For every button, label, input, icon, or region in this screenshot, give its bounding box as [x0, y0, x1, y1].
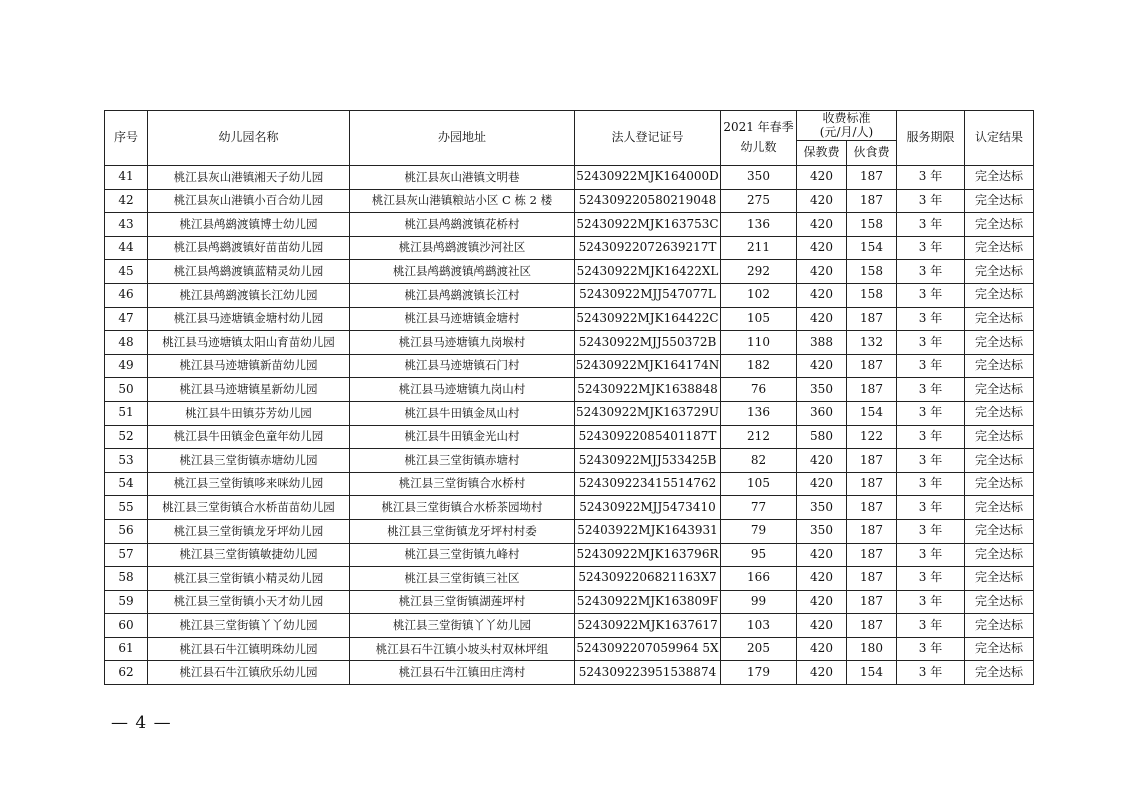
cell-license: 52430922MJK163796R: [575, 543, 721, 567]
cell-term: 3 年: [897, 189, 965, 213]
cell-address: 桃江县鸬鹚渡镇沙河社区: [350, 236, 575, 260]
cell-enrollment: 212: [721, 425, 797, 449]
cell-result: 完全达标: [965, 189, 1034, 213]
cell-fee-care: 388: [797, 331, 847, 355]
cell-fee-care: 420: [797, 236, 847, 260]
table-row: [105, 614, 1034, 638]
cell-term: 3 年: [897, 307, 965, 331]
cell-name: 桃江县三堂街镇合水桥苗苗幼儿园: [148, 496, 350, 520]
kindergarten-table: [104, 110, 1034, 685]
cell-term: 3 年: [897, 354, 965, 378]
cell-result: 完全达标: [965, 331, 1034, 355]
cell-fee-care: 420: [797, 449, 847, 473]
cell-enrollment: 179: [721, 661, 797, 685]
cell-address: 桃江县三堂街镇丫丫幼儿园: [350, 614, 575, 638]
cell-fee-meal: 154: [847, 661, 897, 685]
table-row: [105, 213, 1034, 237]
header-fee-line2: (元/月/人): [819, 124, 874, 139]
cell-fee-meal: 187: [847, 189, 897, 213]
cell-term: 3 年: [897, 331, 965, 355]
cell-name: 桃江县石牛江镇欣乐幼儿园: [148, 661, 350, 685]
cell-address: 桃江县鸬鹚渡镇长江村: [350, 283, 575, 307]
cell-fee-care: 350: [797, 378, 847, 402]
cell-fee-meal: 187: [847, 166, 897, 190]
cell-term: 3 年: [897, 260, 965, 284]
cell-name: 桃江县三堂街镇龙牙坪幼儿园: [148, 519, 350, 543]
cell-seq: 61: [105, 637, 148, 661]
cell-enrollment: 292: [721, 260, 797, 284]
cell-result: 完全达标: [965, 307, 1034, 331]
cell-address: 桃江县鸬鹚渡镇鸬鹚渡社区: [350, 260, 575, 284]
cell-license: 52430922MJK164174N: [575, 354, 721, 378]
cell-fee-care: 420: [797, 472, 847, 496]
cell-license: 52403922MJK1643931: [575, 519, 721, 543]
cell-seq: 57: [105, 543, 148, 567]
cell-fee-meal: 187: [847, 543, 897, 567]
cell-enrollment: 102: [721, 283, 797, 307]
cell-address: 桃江县三堂街镇合水桥村: [350, 472, 575, 496]
cell-result: 完全达标: [965, 543, 1034, 567]
cell-name: 桃江县三堂街镇哆来咪幼儿园: [148, 472, 350, 496]
table-row: [105, 354, 1034, 378]
cell-fee-meal: 187: [847, 567, 897, 591]
cell-fee-care: 580: [797, 425, 847, 449]
cell-name: 桃江县牛田镇芬芳幼儿园: [148, 401, 350, 425]
cell-fee-meal: 158: [847, 283, 897, 307]
cell-fee-meal: 122: [847, 425, 897, 449]
cell-result: 完全达标: [965, 378, 1034, 402]
cell-seq: 56: [105, 519, 148, 543]
cell-fee-care: 360: [797, 401, 847, 425]
cell-fee-care: 420: [797, 189, 847, 213]
cell-fee-meal: 132: [847, 331, 897, 355]
cell-fee-meal: 187: [847, 307, 897, 331]
cell-fee-meal: 154: [847, 236, 897, 260]
cell-result: 完全达标: [965, 496, 1034, 520]
cell-seq: 53: [105, 449, 148, 473]
cell-name: 桃江县牛田镇金色童年幼儿园: [148, 425, 350, 449]
cell-address: 桃江县三堂街镇九峰村: [350, 543, 575, 567]
cell-name: 桃江县马迹塘镇金塘村幼儿园: [148, 307, 350, 331]
cell-license: 52430922MJK1637617: [575, 614, 721, 638]
table-row: [105, 189, 1034, 213]
cell-license: 52430922MJJ550372B: [575, 331, 721, 355]
header-fee: [797, 111, 897, 141]
cell-fee-meal: 187: [847, 614, 897, 638]
cell-seq: 47: [105, 307, 148, 331]
cell-fee-meal: 187: [847, 496, 897, 520]
cell-seq: 54: [105, 472, 148, 496]
cell-result: 完全达标: [965, 354, 1034, 378]
cell-fee-care: 420: [797, 283, 847, 307]
cell-fee-care: 420: [797, 590, 847, 614]
table-row: [105, 661, 1034, 685]
cell-seq: 60: [105, 614, 148, 638]
cell-address: 桃江县石牛江镇小坡头村双林坪组: [350, 637, 575, 661]
cell-term: 3 年: [897, 236, 965, 260]
cell-fee-meal: 187: [847, 354, 897, 378]
table-row: [105, 236, 1034, 260]
cell-result: 完全达标: [965, 472, 1034, 496]
cell-license: 524309223951538874: [575, 661, 721, 685]
cell-term: 3 年: [897, 213, 965, 237]
cell-result: 完全达标: [965, 166, 1034, 190]
cell-result: 完全达标: [965, 567, 1034, 591]
cell-term: 3 年: [897, 401, 965, 425]
cell-seq: 52: [105, 425, 148, 449]
cell-enrollment: 205: [721, 637, 797, 661]
cell-result: 完全达标: [965, 519, 1034, 543]
cell-enrollment: 136: [721, 401, 797, 425]
table-row: [105, 637, 1034, 661]
cell-license: 52430922MJK163753C: [575, 213, 721, 237]
cell-fee-care: 420: [797, 166, 847, 190]
cell-name: 桃江县灰山港镇湘天子幼儿园: [148, 166, 350, 190]
cell-address: 桃江县马迹塘镇石门村: [350, 354, 575, 378]
header-fee-meal: 伙食费: [847, 141, 897, 166]
header-enrollment-line2: 幼儿数: [740, 140, 777, 154]
cell-name: 桃江县三堂街镇小精灵幼儿园: [148, 567, 350, 591]
cell-seq: 50: [105, 378, 148, 402]
cell-name: 桃江县三堂街镇敏捷幼儿园: [148, 543, 350, 567]
cell-term: 3 年: [897, 496, 965, 520]
table-header: [105, 111, 1034, 166]
cell-address: 桃江县马迹塘镇九岗堠村: [350, 331, 575, 355]
cell-enrollment: 95: [721, 543, 797, 567]
table-row: [105, 543, 1034, 567]
cell-seq: 55: [105, 496, 148, 520]
header-result: 认定结果: [965, 111, 1034, 166]
table-row: [105, 260, 1034, 284]
cell-address: 桃江县马迹塘镇九岗山村: [350, 378, 575, 402]
cell-fee-meal: 187: [847, 449, 897, 473]
cell-address: 桃江县三堂街镇合水桥茶园坳村: [350, 496, 575, 520]
cell-license: 524309223415514762: [575, 472, 721, 496]
table-row: [105, 425, 1034, 449]
table-row: [105, 283, 1034, 307]
cell-license: 52430922MJJ533425B: [575, 449, 721, 473]
cell-term: 3 年: [897, 283, 965, 307]
cell-address: 桃江县三堂街镇赤塘村: [350, 449, 575, 473]
cell-license: 52430922085401187T: [575, 425, 721, 449]
cell-result: 完全达标: [965, 590, 1034, 614]
cell-fee-care: 350: [797, 519, 847, 543]
cell-fee-care: 420: [797, 307, 847, 331]
cell-fee-care: 420: [797, 661, 847, 685]
table-row: [105, 519, 1034, 543]
cell-enrollment: 103: [721, 614, 797, 638]
header-seq: 序号: [105, 111, 148, 166]
cell-name: 桃江县三堂街镇赤塘幼儿园: [148, 449, 350, 473]
header-fee-care: 保教费: [797, 141, 847, 166]
cell-term: 3 年: [897, 590, 965, 614]
cell-address: 桃江县牛田镇金光山村: [350, 425, 575, 449]
cell-enrollment: 99: [721, 590, 797, 614]
header-name: 幼儿园名称: [148, 111, 350, 166]
cell-result: 完全达标: [965, 260, 1034, 284]
table-row: [105, 331, 1034, 355]
cell-seq: 51: [105, 401, 148, 425]
cell-name: 桃江县鸬鹚渡镇蓝精灵幼儿园: [148, 260, 350, 284]
cell-result: 完全达标: [965, 425, 1034, 449]
cell-address: 桃江县三堂街镇龙牙坪村村委: [350, 519, 575, 543]
cell-fee-care: 420: [797, 567, 847, 591]
cell-license: 52430922MJK163809F: [575, 590, 721, 614]
cell-seq: 48: [105, 331, 148, 355]
cell-seq: 44: [105, 236, 148, 260]
cell-seq: 41: [105, 166, 148, 190]
cell-name: 桃江县马迹塘镇星新幼儿园: [148, 378, 350, 402]
table-row: [105, 401, 1034, 425]
cell-result: 完全达标: [965, 637, 1034, 661]
cell-license: 524309220580219048: [575, 189, 721, 213]
cell-name: 桃江县三堂街镇丫丫幼儿园: [148, 614, 350, 638]
header-license: 法人登记证号: [575, 111, 721, 166]
cell-fee-care: 350: [797, 496, 847, 520]
table-row: [105, 472, 1034, 496]
cell-seq: 59: [105, 590, 148, 614]
table-row: [105, 307, 1034, 331]
cell-term: 3 年: [897, 449, 965, 473]
cell-name: 桃江县马迹塘镇新苗幼儿园: [148, 354, 350, 378]
header-enrollment: [721, 111, 797, 166]
cell-term: 3 年: [897, 378, 965, 402]
cell-address: 桃江县灰山港镇粮站小区 C 栋 2 楼: [350, 189, 575, 213]
cell-seq: 45: [105, 260, 148, 284]
cell-fee-meal: 187: [847, 519, 897, 543]
cell-enrollment: 136: [721, 213, 797, 237]
cell-address: 桃江县鸬鹚渡镇花桥村: [350, 213, 575, 237]
cell-fee-meal: 187: [847, 590, 897, 614]
cell-term: 3 年: [897, 661, 965, 685]
cell-address: 桃江县马迹塘镇金塘村: [350, 307, 575, 331]
cell-address: 桃江县石牛江镇田庄湾村: [350, 661, 575, 685]
cell-name: 桃江县石牛江镇明珠幼儿园: [148, 637, 350, 661]
cell-result: 完全达标: [965, 236, 1034, 260]
header-enrollment-line1: 2021 年春季: [723, 120, 794, 135]
cell-enrollment: 79: [721, 519, 797, 543]
cell-license: 52430922MJK1638848: [575, 378, 721, 402]
cell-name: 桃江县三堂街镇小天才幼儿园: [148, 590, 350, 614]
cell-enrollment: 350: [721, 166, 797, 190]
table-body: [105, 166, 1034, 685]
cell-enrollment: 77: [721, 496, 797, 520]
cell-license: 52430922MJK164000D: [575, 166, 721, 190]
header-term: 服务期限: [897, 111, 965, 166]
cell-license: 52430922072639217T: [575, 236, 721, 260]
cell-result: 完全达标: [965, 401, 1034, 425]
cell-license: 52430922MJK163729U: [575, 401, 721, 425]
cell-seq: 49: [105, 354, 148, 378]
cell-fee-care: 420: [797, 543, 847, 567]
cell-fee-meal: 187: [847, 472, 897, 496]
cell-seq: 43: [105, 213, 148, 237]
cell-result: 完全达标: [965, 283, 1034, 307]
header-address: 办园地址: [350, 111, 575, 166]
cell-seq: 42: [105, 189, 148, 213]
cell-term: 3 年: [897, 166, 965, 190]
table-row: [105, 590, 1034, 614]
cell-license: 52430922MJJ547077L: [575, 283, 721, 307]
cell-address: 桃江县牛田镇金凤山村: [350, 401, 575, 425]
cell-fee-meal: 158: [847, 213, 897, 237]
cell-fee-meal: 180: [847, 637, 897, 661]
cell-license: 5243092206821163X7: [575, 567, 721, 591]
header-fee-line1: 收费标准: [822, 110, 871, 125]
table-row: [105, 378, 1034, 402]
cell-term: 3 年: [897, 519, 965, 543]
cell-enrollment: 211: [721, 236, 797, 260]
cell-term: 3 年: [897, 614, 965, 638]
cell-result: 完全达标: [965, 213, 1034, 237]
cell-enrollment: 82: [721, 449, 797, 473]
cell-address: 桃江县三堂街镇三社区: [350, 567, 575, 591]
cell-fee-care: 420: [797, 614, 847, 638]
cell-enrollment: 182: [721, 354, 797, 378]
cell-enrollment: 275: [721, 189, 797, 213]
cell-fee-care: 420: [797, 260, 847, 284]
cell-name: 桃江县鸬鹚渡镇长江幼儿园: [148, 283, 350, 307]
cell-fee-meal: 158: [847, 260, 897, 284]
cell-fee-meal: 154: [847, 401, 897, 425]
cell-seq: 46: [105, 283, 148, 307]
cell-enrollment: 110: [721, 331, 797, 355]
cell-license: 52430922MJJ5473410: [575, 496, 721, 520]
cell-fee-care: 420: [797, 213, 847, 237]
cell-seq: 58: [105, 567, 148, 591]
cell-license: 52430922MJK16422XL: [575, 260, 721, 284]
cell-name: 桃江县鸬鹚渡镇博士幼儿园: [148, 213, 350, 237]
cell-fee-care: 420: [797, 354, 847, 378]
cell-license: 52430922MJK164422C: [575, 307, 721, 331]
cell-enrollment: 105: [721, 307, 797, 331]
cell-enrollment: 166: [721, 567, 797, 591]
cell-result: 完全达标: [965, 614, 1034, 638]
cell-term: 3 年: [897, 637, 965, 661]
cell-term: 3 年: [897, 425, 965, 449]
cell-term: 3 年: [897, 543, 965, 567]
table-row: [105, 166, 1034, 190]
cell-address: 桃江县灰山港镇文明巷: [350, 166, 575, 190]
cell-address: 桃江县三堂街镇湖莲坪村: [350, 590, 575, 614]
cell-license: 5243092207059964 5X: [575, 637, 721, 661]
cell-term: 3 年: [897, 472, 965, 496]
table-row: [105, 449, 1034, 473]
page-number: — 4 —: [111, 713, 172, 733]
cell-enrollment: 105: [721, 472, 797, 496]
cell-term: 3 年: [897, 567, 965, 591]
cell-fee-meal: 187: [847, 378, 897, 402]
cell-name: 桃江县灰山港镇小百合幼儿园: [148, 189, 350, 213]
cell-name: 桃江县马迹塘镇太阳山育苗幼儿园: [148, 331, 350, 355]
cell-seq: 62: [105, 661, 148, 685]
table-row: [105, 567, 1034, 591]
table-row: [105, 496, 1034, 520]
cell-result: 完全达标: [965, 449, 1034, 473]
cell-enrollment: 76: [721, 378, 797, 402]
cell-name: 桃江县鸬鹚渡镇好苗苗幼儿园: [148, 236, 350, 260]
cell-fee-care: 420: [797, 637, 847, 661]
cell-result: 完全达标: [965, 661, 1034, 685]
